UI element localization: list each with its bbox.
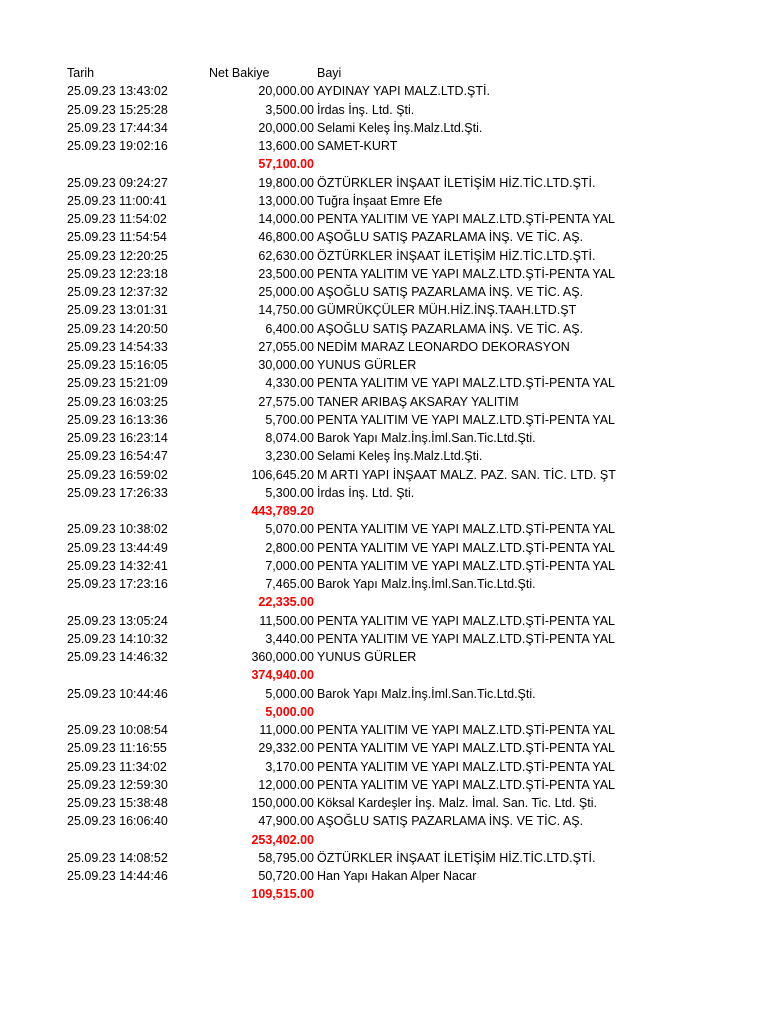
subtotal-row	[0, 502, 768, 520]
amount-cell: 150,000.00	[251, 796, 314, 810]
dealer-cell: PENTA YALITIM VE YAPI MALZ.LTD.ŞTİ-PENTA YAL	[317, 266, 616, 281]
date-cell: 25.09.23 13:43:02	[67, 84, 168, 99]
date-cell: 25.09.23 16:03:25	[67, 394, 168, 409]
date-cell: 25.09.23 14:08:52	[67, 850, 168, 865]
dealer-cell: AŞOĞLU SATIŞ PAZARLAMA İNŞ. VE TİC. AŞ.	[317, 814, 584, 829]
dealer-cell: AYDINAY YAPI MALZ.LTD.ŞTİ.	[317, 84, 490, 99]
date-cell: 25.09.23 16:23:14	[67, 431, 168, 445]
amount-cell: 3,170.00	[265, 759, 314, 774]
amount-cell: 62,630.00	[258, 248, 314, 263]
amount-cell: 23,500.00	[258, 266, 314, 281]
dealer-cell: PENTA YALITIM VE YAPI MALZ.LTD.ŞTİ-PENTA YAL	[317, 777, 616, 792]
dealer-cell: PENTA YALITIM VE YAPI MALZ.LTD.ŞTİ-PENTA YAL	[317, 741, 616, 756]
subtotal-amount: 22,335.00	[258, 595, 314, 610]
table-row	[0, 758, 768, 776]
table-row	[0, 739, 768, 757]
date-cell: 25.09.23 09:24:27	[67, 175, 168, 190]
dealer-cell: AŞOĞLU SATIŞ PAZARLAMA İNŞ. VE TİC. AŞ.	[317, 230, 584, 245]
table-row	[0, 101, 768, 119]
dealer-cell: SAMET-KURT	[317, 139, 398, 153]
amount-cell: 360,000.00	[251, 650, 314, 664]
amount-cell: 27,575.00	[258, 394, 314, 409]
amount-cell: 20,000.00	[258, 84, 314, 99]
amount-cell: 3,500.00	[265, 102, 314, 117]
table-row	[0, 301, 768, 319]
dealer-cell: PENTA YALITIM VE YAPI MALZ.LTD.ŞTİ-PENTA YAL	[317, 212, 616, 226]
table-row	[0, 393, 768, 411]
date-cell: 25.09.23 11:54:02	[67, 212, 167, 226]
dealer-cell: TANER ARIBAŞ AKSARAY YALITIM	[317, 394, 519, 409]
amount-cell: 5,000.00	[265, 686, 314, 701]
date-cell: 25.09.23 14:54:33	[67, 339, 168, 354]
amount-cell: 14,000.00	[258, 212, 314, 226]
date-cell: 25.09.23 10:44:46	[67, 686, 168, 701]
table-row	[0, 612, 768, 630]
amount-cell: 47,900.00	[258, 814, 314, 829]
date-cell: 25.09.23 16:06:40	[67, 814, 168, 829]
amount-cell: 29,332.00	[258, 741, 314, 756]
dealer-cell: Han Yapı Hakan Alper Nacar	[317, 869, 477, 883]
dealer-cell: NEDİM MARAZ LEONARDO DEKORASYON	[317, 339, 570, 354]
amount-cell: 7,000.00	[265, 558, 314, 573]
date-cell: 25.09.23 15:38:48	[67, 796, 168, 810]
dealer-cell: PENTA YALITIM VE YAPI MALZ.LTD.ŞTİ-PENTA YAL	[317, 522, 616, 537]
dealer-cell: ÖZTÜRKLER İNŞAAT İLETİŞİM HİZ.TİC.LTD.ŞTİ.	[317, 248, 596, 263]
date-cell: 25.09.23 11:16:55	[67, 741, 167, 756]
subtotal-amount: 443,789.20	[251, 504, 314, 518]
subtotal-amount: 57,100.00	[258, 157, 314, 172]
amount-cell: 5,300.00	[265, 485, 314, 500]
subtotal-amount: 253,402.00	[251, 832, 314, 847]
amount-cell: 3,440.00	[265, 631, 314, 646]
dealer-cell: PENTA YALITIM VE YAPI MALZ.LTD.ŞTİ-PENTA YAL	[317, 613, 616, 628]
amount-cell: 3,230.00	[265, 449, 314, 464]
table-row	[0, 447, 768, 465]
table-row	[0, 849, 768, 867]
table-row	[0, 648, 768, 666]
dealer-cell: PENTA YALITIM VE YAPI MALZ.LTD.ŞTİ-PENTA YAL	[317, 540, 616, 555]
date-cell: 25.09.23 12:59:30	[67, 777, 168, 792]
table-row	[0, 192, 768, 210]
table-row	[0, 174, 768, 192]
date-cell: 25.09.23 10:08:54	[67, 723, 168, 737]
dealer-cell: ÖZTÜRKLER İNŞAAT İLETİŞİM HİZ.TİC.LTD.ŞTİ.	[317, 175, 596, 190]
table-body	[0, 82, 768, 903]
subtotal-amount: 374,940.00	[251, 668, 314, 683]
subtotal-row	[0, 593, 768, 611]
table-row	[0, 466, 768, 484]
table-row	[0, 265, 768, 283]
date-cell: 25.09.23 17:23:16	[67, 577, 168, 591]
date-cell: 25.09.23 13:44:49	[67, 540, 168, 555]
table-row	[0, 247, 768, 265]
amount-cell: 6,400.00	[265, 321, 314, 336]
table-row	[0, 520, 768, 538]
amount-cell: 8,074.00	[265, 431, 314, 445]
amount-cell: 46,800.00	[258, 230, 314, 245]
date-cell: 25.09.23 19:02:16	[67, 139, 168, 153]
date-cell: 25.09.23 11:00:41	[67, 193, 167, 208]
date-cell: 25.09.23 12:20:25	[67, 248, 168, 263]
table-row	[0, 228, 768, 246]
dealer-cell: PENTA YALITIM VE YAPI MALZ.LTD.ŞTİ-PENTA YAL	[317, 759, 616, 774]
dealer-cell: Barok Yapı Malz.İnş.İml.San.Tic.Ltd.Şti.	[317, 431, 536, 445]
table-row	[0, 374, 768, 392]
subtotal-row	[0, 885, 768, 903]
date-cell: 25.09.23 17:44:34	[67, 120, 168, 135]
date-cell: 25.09.23 13:01:31	[67, 303, 168, 318]
dealer-cell: PENTA YALITIM VE YAPI MALZ.LTD.ŞTİ-PENTA YAL	[317, 412, 616, 427]
date-cell: 25.09.23 14:46:32	[67, 650, 168, 664]
table-row	[0, 429, 768, 447]
table-row	[0, 575, 768, 593]
header-net-balance: Net Bakiye	[209, 66, 270, 80]
dealer-cell: M ARTI YAPI İNŞAAT MALZ. PAZ. SAN. TİC. LTD. ŞT	[317, 467, 616, 482]
date-cell: 25.09.23 15:25:28	[67, 102, 168, 117]
dealer-cell: Barok Yapı Malz.İnş.İml.San.Tic.Ltd.Şti.	[317, 686, 536, 701]
amount-cell: 2,800.00	[265, 540, 314, 555]
table-row	[0, 867, 768, 885]
subtotal-row	[0, 703, 768, 721]
table-row	[0, 630, 768, 648]
subtotal-row	[0, 831, 768, 849]
date-cell: 25.09.23 12:23:18	[67, 266, 168, 281]
dealer-cell: PENTA YALITIM VE YAPI MALZ.LTD.ŞTİ-PENTA YAL	[317, 631, 616, 646]
dealer-cell: İrdas İnş. Ltd. Şti.	[317, 102, 415, 117]
table-row	[0, 210, 768, 228]
dealer-cell: ÖZTÜRKLER İNŞAAT İLETİŞİM HİZ.TİC.LTD.ŞTİ.	[317, 850, 596, 865]
table-row	[0, 484, 768, 502]
table-row	[0, 685, 768, 703]
table-row	[0, 557, 768, 575]
amount-cell: 14,750.00	[258, 303, 314, 318]
date-cell: 25.09.23 14:32:41	[67, 558, 168, 573]
dealer-cell: Tuğra İnşaat Emre Efe	[317, 193, 443, 208]
amount-cell: 11,000.00	[259, 723, 314, 737]
amount-cell: 11,500.00	[259, 613, 314, 628]
subtotal-row	[0, 155, 768, 173]
amount-cell: 20,000.00	[258, 120, 314, 135]
amount-cell: 25,000.00	[258, 285, 314, 299]
dealer-cell: İrdas İnş. Ltd. Şti.	[317, 485, 415, 500]
table-row	[0, 137, 768, 155]
table-row	[0, 776, 768, 794]
table-row	[0, 812, 768, 830]
date-cell: 25.09.23 16:54:47	[67, 449, 168, 464]
table-row	[0, 356, 768, 374]
table-row	[0, 338, 768, 356]
amount-cell: 50,720.00	[258, 869, 314, 883]
header-date: Tarih	[67, 66, 95, 80]
amount-cell: 19,800.00	[258, 175, 314, 190]
table-row	[0, 411, 768, 429]
date-cell: 25.09.23 16:59:02	[67, 467, 168, 482]
dealer-cell: PENTA YALITIM VE YAPI MALZ.LTD.ŞTİ-PENTA YAL	[317, 558, 616, 573]
table-row	[0, 119, 768, 137]
amount-cell: 106,645.20	[251, 467, 314, 482]
date-cell: 25.09.23 12:37:32	[67, 285, 168, 299]
header-row	[0, 64, 768, 82]
amount-cell: 30,000.00	[258, 358, 314, 372]
dealer-cell: GÜMRÜKÇÜLER MÜH.HİZ.İNŞ.TAAH.LTD.ŞT	[317, 303, 577, 318]
amount-cell: 5,700.00	[265, 412, 314, 427]
amount-cell: 27,055.00	[258, 339, 314, 354]
table-row	[0, 82, 768, 100]
date-cell: 25.09.23 14:10:32	[67, 631, 168, 646]
dealer-cell: PENTA YALITIM VE YAPI MALZ.LTD.ŞTİ-PENTA YAL	[317, 723, 616, 737]
dealer-cell: PENTA YALITIM VE YAPI MALZ.LTD.ŞTİ-PENTA YAL	[317, 376, 616, 391]
date-cell: 25.09.23 14:44:46	[67, 869, 168, 883]
date-cell: 25.09.23 17:26:33	[67, 485, 168, 500]
dealer-cell: AŞOĞLU SATIŞ PAZARLAMA İNŞ. VE TİC. AŞ.	[317, 285, 584, 299]
table-row	[0, 794, 768, 812]
amount-cell: 5,070.00	[265, 522, 314, 537]
amount-cell: 58,795.00	[258, 850, 314, 865]
amount-cell: 7,465.00	[265, 577, 314, 591]
amount-cell: 4,330.00	[265, 376, 314, 391]
date-cell: 25.09.23 15:16:05	[67, 358, 168, 372]
amount-cell: 13,000.00	[258, 193, 314, 208]
dealer-cell: YUNUS GÜRLER	[317, 650, 417, 664]
dealer-cell: Selami Keleş İnş.Malz.Ltd.Şti.	[317, 449, 483, 464]
date-cell: 25.09.23 10:38:02	[67, 522, 168, 537]
table-row	[0, 721, 768, 739]
date-cell: 25.09.23 14:20:50	[67, 321, 168, 336]
subtotal-amount: 109,515.00	[251, 887, 314, 902]
table-row	[0, 539, 768, 557]
dealer-cell: YUNUS GÜRLER	[317, 358, 417, 372]
dealer-cell: Köksal Kardeşler İnş. Malz. İmal. San. Tic. Ltd. Şti.	[317, 796, 597, 810]
date-cell: 25.09.23 11:34:02	[67, 759, 167, 774]
date-cell: 25.09.23 15:21:09	[67, 376, 168, 391]
table-row	[0, 320, 768, 338]
amount-cell: 12,000.00	[258, 777, 314, 792]
date-cell: 25.09.23 13:05:24	[67, 613, 168, 628]
date-cell: 25.09.23 11:54:54	[67, 230, 167, 245]
header-dealer: Bayi	[317, 66, 342, 80]
dealer-cell: AŞOĞLU SATIŞ PAZARLAMA İNŞ. VE TİC. AŞ.	[317, 321, 584, 336]
subtotal-row	[0, 666, 768, 684]
amount-cell: 13,600.00	[258, 139, 314, 153]
subtotal-amount: 5,000.00	[265, 704, 314, 719]
report-sheet	[0, 64, 768, 904]
dealer-cell: Selami Keleş İnş.Malz.Ltd.Şti.	[317, 120, 483, 135]
date-cell: 25.09.23 16:13:36	[67, 412, 168, 427]
table-row	[0, 283, 768, 301]
dealer-cell: Barok Yapı Malz.İnş.İml.San.Tic.Ltd.Şti.	[317, 577, 536, 591]
